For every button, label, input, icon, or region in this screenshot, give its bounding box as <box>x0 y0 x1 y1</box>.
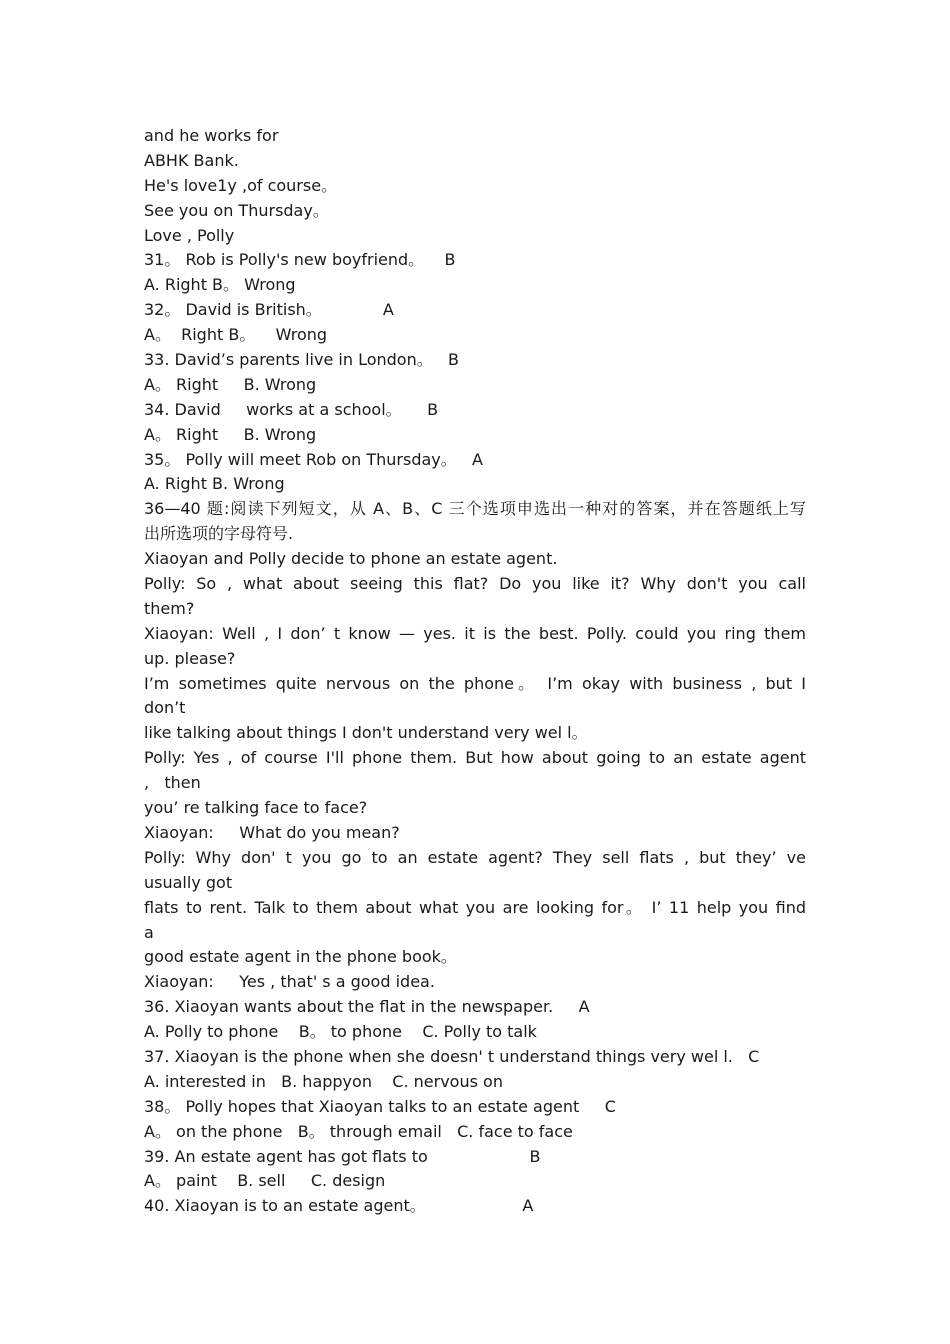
text-line: Xiaoyan and Polly decide to phone an estate agent. <box>144 549 558 569</box>
text-line: ABHK Bank. <box>144 150 239 170</box>
text-line: 33. David’s parents live in London。 B <box>144 350 459 370</box>
text-line: usually got <box>144 872 233 892</box>
text-line: 40. Xiaoyan is to an estate agent。 A <box>144 1196 534 1216</box>
text-line: I’m sometimes quite nervous on the phone。 I’m okay with business , but I <box>144 673 806 693</box>
text-line: He's love1y ,of course。 <box>144 175 338 195</box>
text-line: A. Right B. Wrong <box>144 474 285 494</box>
text-line: Xiaoyan: What do you mean? <box>144 822 400 842</box>
text-line: 34. David works at a school。 B <box>144 399 439 419</box>
text-line: like talking about things I don't understand very wel l。 <box>144 723 588 743</box>
text-line: A. Polly to phone B。 to phone C. Polly to talk <box>144 1022 537 1042</box>
text-line: A。 Right B. Wrong <box>144 424 317 444</box>
text-line: a <box>144 922 154 942</box>
text-line: A. Right B。 Wrong <box>144 275 296 295</box>
text-line: A。 Right B。 Wrong <box>144 325 328 345</box>
text-line: Polly: Why don' t you go to an estate agent? They sell flats , but they’ ve <box>144 847 806 867</box>
text-line: 36—40 题:阅读下列短文，从 A、B、C 三个选项申选出一种对的答案，并在答题纸上写 <box>144 499 806 519</box>
text-line: Xiaoyan: Well , I don’ t know — yes. it is the best. Polly. could you ring them <box>144 623 806 643</box>
text-line: 39. An estate agent has got flats to B <box>144 1146 541 1166</box>
text-line: See you on Thursday。 <box>144 200 329 220</box>
text-line: 32。 David is British。 A <box>144 300 394 320</box>
text-line: flats to rent. Talk to them about what you are looking for。 I’ 11 help you find <box>144 897 806 917</box>
text-line: A。 on the phone B。 through email C. face to face <box>144 1121 573 1141</box>
document-page <box>144 124 806 1219</box>
text-line: Polly: So , what about seeing this flat? Do you like it? Why don't you call <box>144 574 806 594</box>
text-line: Love , Polly <box>144 225 235 245</box>
text-line: them? <box>144 598 195 618</box>
text-line: Xiaoyan: Yes , that' s a good idea. <box>144 972 435 992</box>
text-line: up. please? <box>144 648 236 668</box>
text-line: 31。 Rob is Polly's new boyfriend。 B <box>144 250 456 270</box>
text-line: Polly: Yes , of course I'll phone them. But how about going to an estate agent <box>144 748 806 768</box>
text-line: A。 paint B. sell C. design <box>144 1171 386 1191</box>
text-line: 37. Xiaoyan is the phone when she doesn' t understand things very wel l. C <box>144 1046 760 1066</box>
text-line: , then <box>144 773 201 793</box>
text-line: you’ re talking face to face? <box>144 798 368 818</box>
text-line: 38。 Polly hopes that Xiaoyan talks to an estate agent C <box>144 1096 616 1116</box>
text-line: and he works for <box>144 126 279 145</box>
text-line: 36. Xiaoyan wants about the flat in the newspaper. A <box>144 997 590 1017</box>
text-line: 出所选项的字母符号. <box>144 524 294 544</box>
text-line: 35。 Polly will meet Rob on Thursday。 A <box>144 449 483 469</box>
text-line: A. interested in B. happyon C. nervous on <box>144 1071 503 1091</box>
text-line: A。 Right B. Wrong <box>144 374 317 394</box>
text-line: good estate agent in the phone book。 <box>144 947 457 967</box>
text-line: don’t <box>144 698 186 718</box>
